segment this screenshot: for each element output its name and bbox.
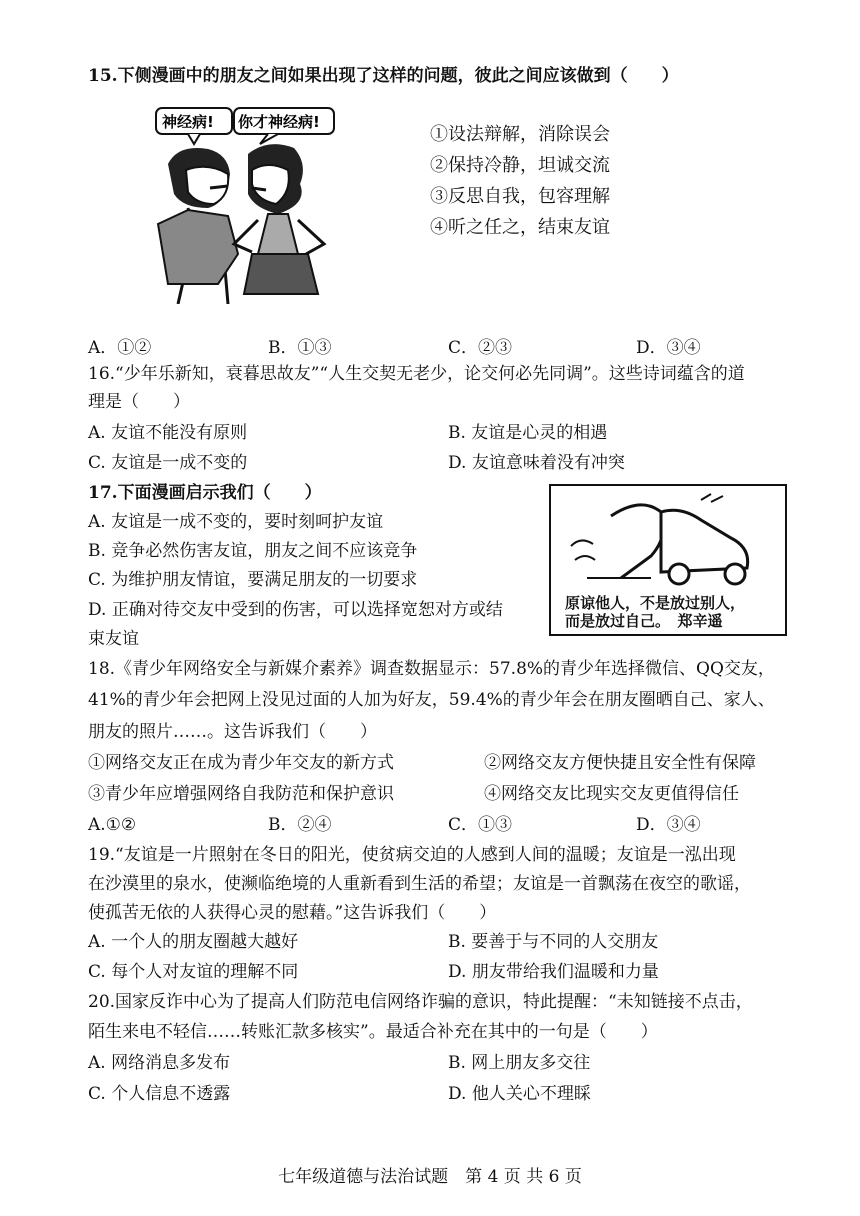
q18-option-a: A.①② bbox=[88, 815, 137, 835]
q16-stem-line1: 16.“少年乐新知，衰暮思故友”“人生交契无老少，论交何必先同调”。这些诗词蕴含的道 bbox=[88, 364, 745, 384]
q17-caption-line2: 而是放过自己。 郑辛遥 bbox=[565, 612, 723, 630]
q17-option-a: A. 友谊是一成不变的，要时刻呵护友谊 bbox=[88, 512, 384, 532]
page-footer: 七年级道德与法治试题 第 4 页 共 6 页 bbox=[278, 1167, 582, 1187]
q20-option-b: B. 网上朋友多交往 bbox=[448, 1053, 591, 1073]
q17-caption-line1: 原谅他人，不是放过别人， bbox=[565, 594, 746, 612]
q20-option-d: D. 他人关心不理睬 bbox=[448, 1084, 591, 1104]
q18-option-c: C．①③ bbox=[448, 815, 513, 835]
q15-item-2: ②保持冷静，坦诚交流 bbox=[430, 155, 610, 176]
q15-stem: 15.下侧漫画中的朋友之间如果出现了这样的问题，彼此之间应该做到（ ） bbox=[88, 66, 679, 86]
q15-option-a: A．①② bbox=[88, 338, 152, 358]
q16-option-c: C. 友谊是一成不变的 bbox=[88, 453, 248, 473]
q17-caption bbox=[565, 594, 745, 630]
q17-cartoon bbox=[551, 486, 785, 590]
q18-stem-line1: 18.《青少年网络安全与新媒介素养》调查数据显示：57.8%的青少年选择微信、QQ交友， bbox=[88, 659, 775, 679]
q15-option-d: D．③④ bbox=[636, 338, 701, 358]
q15-item-1: ①设法辩解，消除误会 bbox=[430, 124, 610, 145]
q18-item-1: ①网络交友正在成为青少年交友的新方式 bbox=[88, 753, 394, 773]
q19-option-c: C. 每个人对友谊的理解不同 bbox=[88, 962, 299, 982]
q20-option-a: A. 网络消息多发布 bbox=[88, 1053, 231, 1073]
q16-stem-line2: 理是（ ） bbox=[88, 392, 190, 412]
q17-option-d: D. 正确对待交友中受到的伤害，可以选择宽恕对方或结 bbox=[88, 600, 503, 620]
q15-option-b: B．①③ bbox=[268, 338, 332, 358]
q20-option-c: C. 个人信息不透露 bbox=[88, 1084, 231, 1104]
q17-option-d-cont: 束友谊 bbox=[88, 629, 139, 649]
q17-option-b: B. 竞争必然伤害友谊，朋友之间不应该竞争 bbox=[88, 541, 418, 561]
q16-option-d: D. 友谊意味着没有冲突 bbox=[448, 453, 625, 473]
q19-option-d: D. 朋友带给我们温暖和力量 bbox=[448, 962, 659, 982]
q18-item-3: ③青少年应增强网络自我防范和保护意识 bbox=[88, 784, 394, 804]
q16-option-b: B. 友谊是心灵的相遇 bbox=[448, 423, 608, 443]
q19-option-b: B. 要善于与不同的人交朋友 bbox=[448, 932, 659, 952]
q17-stem: 17.下面漫画启示我们（ ） bbox=[88, 483, 322, 503]
bubble-right-text: 你才神经病! bbox=[238, 113, 320, 131]
q15-item-3: ③反思自我，包容理解 bbox=[430, 186, 610, 207]
q18-stem-line3: 朋友的照片……。这告诉我们（ ） bbox=[88, 722, 377, 742]
q15-item-4: ④听之任之，结束友谊 bbox=[430, 217, 610, 238]
q19-stem-line3: 使孤苦无依的人获得心灵的慰藉。”这告诉我们（ ） bbox=[88, 903, 497, 923]
q17-cartoon-box bbox=[549, 484, 787, 636]
q17-option-c: C. 为维护朋友情谊，要满足朋友的一切要求 bbox=[88, 570, 418, 590]
q18-stem-line2: 41%的青少年会把网上没见过面的人加为好友，59.4%的青少年会在朋友圈晒自己、家人、 bbox=[88, 690, 775, 710]
q20-stem-line2: 陌生来电不轻信……转账汇款多核实”。最适合补充在其中的一句是（ ） bbox=[88, 1022, 658, 1042]
q18-item-4: ④网络交友比现实交友更值得信任 bbox=[484, 784, 739, 804]
q15-option-c: C．②③ bbox=[448, 338, 513, 358]
q18-option-d: D．③④ bbox=[636, 815, 701, 835]
q16-option-a: A. 友谊不能没有原则 bbox=[88, 423, 248, 443]
q18-option-b: B．②④ bbox=[268, 815, 332, 835]
q19-stem-line2: 在沙漠里的泉水，使濒临绝境的人重新看到生活的希望；友谊是一首飘荡在夜空的歌谣， bbox=[88, 874, 751, 894]
q18-item-2: ②网络交友方便快捷且安全性有保障 bbox=[484, 753, 756, 773]
q20-stem-line1: 20.国家反诈中心为了提高人们防范电信网络诈骗的意识，特此提醒：“未知链接不点击， bbox=[88, 992, 753, 1012]
q15-cartoon bbox=[148, 104, 388, 304]
bubble-left-text: 神经病! bbox=[162, 113, 214, 131]
q19-option-a: A. 一个人的朋友圈越大越好 bbox=[88, 932, 299, 952]
q19-stem-line1: 19.“友谊是一片照射在冬日的阳光，使贫病交迫的人感到人间的温暖；友谊是一泓出现 bbox=[88, 845, 736, 865]
